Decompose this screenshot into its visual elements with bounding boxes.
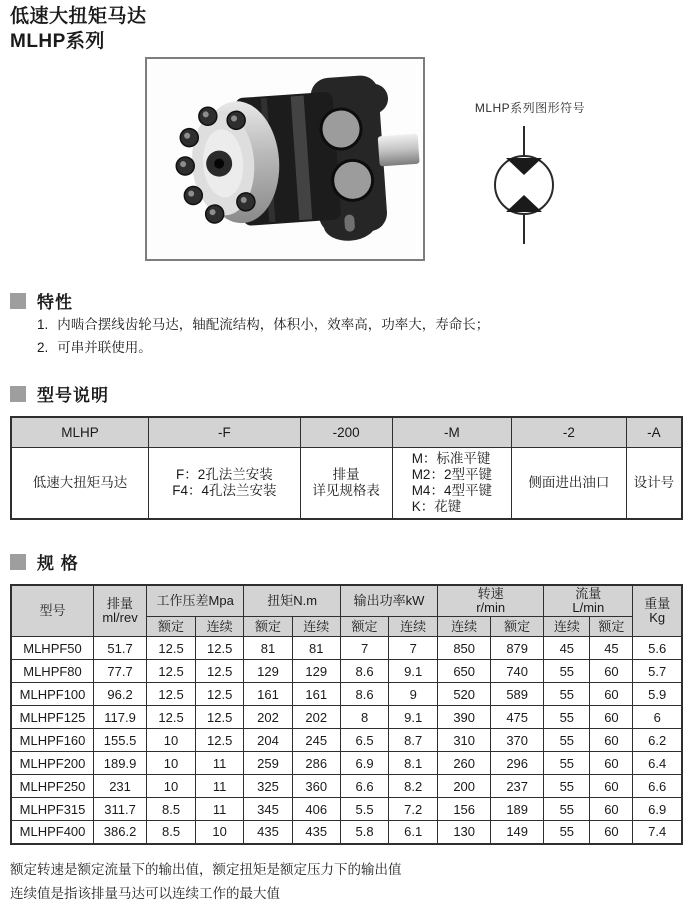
value-cell: 60 [590, 752, 633, 775]
code-description [300, 447, 392, 519]
header-line: L/min [572, 600, 605, 615]
model-name-cell: MLHPF200 [11, 752, 94, 775]
value-cell: 5.8 [340, 821, 388, 844]
list-item [37, 313, 489, 336]
specs-heading-label: 规 格 [37, 554, 79, 573]
desc-line: M4：4型平键 [411, 482, 492, 498]
code-segment: -F [149, 417, 301, 447]
header-line: 流量 [575, 586, 602, 601]
header-line: 排量 [107, 596, 134, 611]
sub-header: 连续 [438, 617, 491, 637]
value-cell: 60 [590, 683, 633, 706]
value-cell: 11 [196, 775, 244, 798]
model-code-desc-row [11, 447, 682, 519]
value-cell: 81 [244, 637, 292, 660]
value-cell: 9 [389, 683, 438, 706]
spec-header-row-1 [11, 585, 682, 617]
model-name-cell: MLHPF250 [11, 775, 94, 798]
value-cell: 879 [491, 637, 544, 660]
value-cell: 96.2 [94, 683, 147, 706]
value-cell: 260 [438, 752, 491, 775]
value-cell: 8 [340, 706, 388, 729]
desc-line: 排量 [332, 466, 360, 482]
column-header-model: 型号 [11, 585, 94, 637]
value-cell: 5.7 [633, 660, 682, 683]
table-row [11, 752, 682, 775]
value-cell: 10 [147, 729, 196, 752]
item-number: 1. [37, 317, 49, 332]
value-cell: 55 [544, 775, 590, 798]
column-header-flow [544, 585, 633, 617]
value-cell: 8.2 [389, 775, 438, 798]
value-cell: 850 [438, 637, 491, 660]
section-square-icon [10, 386, 26, 402]
desc-line: M：标准平键 [411, 450, 491, 466]
column-header-speed [438, 585, 544, 617]
column-header-pressure: 工作压差Mpa [147, 585, 244, 617]
hydraulic-motor-image [147, 59, 423, 259]
table-row [11, 775, 682, 798]
model-code-heading [10, 381, 109, 406]
value-cell: 435 [244, 821, 292, 844]
desc-lines [412, 451, 492, 515]
table-row [11, 660, 682, 683]
value-cell: 55 [544, 706, 590, 729]
value-cell: 296 [491, 752, 544, 775]
header-line: Kg [649, 610, 666, 625]
value-cell: 520 [438, 683, 491, 706]
code-segment: -200 [300, 417, 392, 447]
value-cell: 6.9 [340, 752, 388, 775]
sub-header: 额定 [340, 617, 388, 637]
note-line: 连续值是指该排量马达可以连续工作的最大值 [10, 886, 280, 901]
value-cell: 161 [244, 683, 292, 706]
value-cell: 435 [292, 821, 340, 844]
value-cell: 7 [340, 637, 388, 660]
value-cell: 7.4 [633, 821, 682, 844]
model-name-cell: MLHPF160 [11, 729, 94, 752]
value-cell: 10 [147, 752, 196, 775]
value-cell: 12.5 [147, 660, 196, 683]
value-cell: 149 [491, 821, 544, 844]
code-segment: -A [626, 417, 682, 447]
value-cell: 6 [633, 706, 682, 729]
value-cell: 55 [544, 729, 590, 752]
value-cell: 200 [438, 775, 491, 798]
desc-line: 侧面进出油口 [528, 474, 610, 490]
value-cell: 60 [590, 706, 633, 729]
value-cell: 51.7 [94, 637, 147, 660]
value-cell: 55 [544, 821, 590, 844]
value-cell: 8.6 [340, 660, 388, 683]
list-item [37, 336, 489, 359]
value-cell: 60 [590, 775, 633, 798]
value-cell: 55 [544, 798, 590, 821]
value-cell: 390 [438, 706, 491, 729]
value-cell: 6.6 [340, 775, 388, 798]
value-cell: 6.5 [340, 729, 388, 752]
features-list [37, 313, 489, 359]
column-header-displacement [94, 585, 147, 637]
header-line: ml/rev [102, 610, 138, 625]
sub-header: 连续 [292, 617, 340, 637]
code-description [11, 447, 149, 519]
sub-header: 额定 [244, 617, 292, 637]
header-line: r/min [476, 600, 506, 615]
value-cell: 6.9 [633, 798, 682, 821]
section-square-icon [10, 554, 26, 570]
column-header-torque: 扭矩N.m [244, 585, 341, 617]
value-cell: 155.5 [94, 729, 147, 752]
value-cell: 231 [94, 775, 147, 798]
value-cell: 6.6 [633, 775, 682, 798]
value-cell: 45 [544, 637, 590, 660]
table-row [11, 683, 682, 706]
value-cell: 5.9 [633, 683, 682, 706]
value-cell: 475 [491, 706, 544, 729]
value-cell: 386.2 [94, 821, 147, 844]
value-cell: 189.9 [94, 752, 147, 775]
code-description [149, 447, 301, 519]
page-title [10, 4, 147, 54]
value-cell: 237 [491, 775, 544, 798]
value-cell: 12.5 [196, 683, 244, 706]
table-row [11, 706, 682, 729]
spec-table-body [11, 637, 682, 844]
header-line: 重量 [644, 596, 671, 611]
value-cell: 7.2 [389, 798, 438, 821]
value-cell: 6.2 [633, 729, 682, 752]
desc-line: 详见规格表 [312, 482, 380, 498]
specifications-table [10, 584, 683, 845]
table-row [11, 729, 682, 752]
value-cell: 311.7 [94, 798, 147, 821]
code-description [626, 447, 682, 519]
desc-line: K：花键 [411, 498, 462, 514]
value-cell: 310 [438, 729, 491, 752]
value-cell: 12.5 [147, 683, 196, 706]
value-cell: 740 [491, 660, 544, 683]
value-cell: 55 [544, 660, 590, 683]
value-cell: 12.5 [147, 637, 196, 660]
table-row [11, 798, 682, 821]
table-row [11, 821, 682, 844]
value-cell: 6.1 [389, 821, 438, 844]
value-cell: 60 [590, 660, 633, 683]
sub-header: 连续 [544, 617, 590, 637]
value-cell: 245 [292, 729, 340, 752]
item-text: 可串并联使用。 [57, 340, 152, 355]
value-cell: 161 [292, 683, 340, 706]
value-cell: 360 [292, 775, 340, 798]
specs-heading [10, 549, 79, 574]
model-name-cell: MLHPF50 [11, 637, 94, 660]
value-cell: 8.1 [389, 752, 438, 775]
value-cell: 589 [491, 683, 544, 706]
value-cell: 325 [244, 775, 292, 798]
desc-line: F：2孔法兰安装 [175, 466, 273, 482]
code-description [512, 447, 627, 519]
value-cell: 130 [438, 821, 491, 844]
value-cell: 77.7 [94, 660, 147, 683]
desc-line: F4：4孔法兰安装 [172, 482, 277, 498]
code-segment: -2 [512, 417, 627, 447]
value-cell: 60 [590, 798, 633, 821]
desc-line: M2：2型平键 [411, 466, 492, 482]
desc-line: 低速大扭矩马达 [32, 474, 128, 490]
code-description [392, 447, 511, 519]
value-cell: 5.6 [633, 637, 682, 660]
spec-table-head [11, 585, 682, 637]
item-text: 内啮合摆线齿轮马达，轴配流结构，体积小，效率高，功率大，寿命长； [57, 317, 490, 332]
value-cell: 6.4 [633, 752, 682, 775]
value-cell: 12.5 [196, 729, 244, 752]
note-line: 额定转速是额定流量下的输出值，额定扭矩是额定压力下的输出值 [10, 862, 402, 877]
motor-schematic-symbol [494, 126, 554, 244]
sub-header: 额定 [590, 617, 633, 637]
model-name-cell: MLHPF80 [11, 660, 94, 683]
symbol-label: MLHP系列图形符号 [474, 101, 586, 115]
value-cell: 202 [292, 706, 340, 729]
value-cell: 156 [438, 798, 491, 821]
sub-header: 额定 [491, 617, 544, 637]
value-cell: 11 [196, 752, 244, 775]
features-heading-label: 特性 [37, 293, 73, 312]
value-cell: 204 [244, 729, 292, 752]
sub-header: 额定 [147, 617, 196, 637]
model-code-table [10, 416, 683, 520]
value-cell: 12.5 [147, 706, 196, 729]
header-line: 转速 [477, 586, 504, 601]
model-code-heading-label: 型号说明 [37, 386, 109, 405]
value-cell: 45 [590, 637, 633, 660]
value-cell: 129 [292, 660, 340, 683]
value-cell: 81 [292, 637, 340, 660]
model-name-cell: MLHPF400 [11, 821, 94, 844]
value-cell: 60 [590, 821, 633, 844]
value-cell: 11 [196, 798, 244, 821]
value-cell: 8.7 [389, 729, 438, 752]
value-cell: 129 [244, 660, 292, 683]
value-cell: 8.5 [147, 821, 196, 844]
value-cell: 7 [389, 637, 438, 660]
value-cell: 117.9 [94, 706, 147, 729]
value-cell: 259 [244, 752, 292, 775]
value-cell: 370 [491, 729, 544, 752]
value-cell: 55 [544, 752, 590, 775]
section-square-icon [10, 293, 26, 309]
model-name-cell: MLHPF125 [11, 706, 94, 729]
model-name-cell: MLHPF100 [11, 683, 94, 706]
value-cell: 345 [244, 798, 292, 821]
code-segment: -M [392, 417, 511, 447]
model-name-cell: MLHPF315 [11, 798, 94, 821]
item-number: 2. [37, 340, 49, 355]
value-cell: 12.5 [196, 706, 244, 729]
product-photo [145, 57, 425, 261]
value-cell: 202 [244, 706, 292, 729]
model-code-header-row [11, 417, 682, 447]
sub-header: 连续 [389, 617, 438, 637]
value-cell: 8.5 [147, 798, 196, 821]
value-cell: 9.1 [389, 706, 438, 729]
column-header-power: 输出功率kW [340, 585, 437, 617]
value-cell: 286 [292, 752, 340, 775]
column-header-weight [633, 585, 682, 637]
sub-header: 连续 [196, 617, 244, 637]
title-line-1: 低速大扭矩马达 [10, 6, 147, 27]
title-line-2: MLHP系列 [10, 31, 105, 52]
value-cell: 9.1 [389, 660, 438, 683]
desc-line: 设计号 [633, 474, 675, 490]
table-row [11, 637, 682, 660]
value-cell: 10 [147, 775, 196, 798]
footnotes [10, 858, 402, 906]
value-cell: 5.5 [340, 798, 388, 821]
value-cell: 10 [196, 821, 244, 844]
value-cell: 55 [544, 683, 590, 706]
code-segment: MLHP [11, 417, 149, 447]
value-cell: 650 [438, 660, 491, 683]
value-cell: 8.6 [340, 683, 388, 706]
value-cell: 60 [590, 729, 633, 752]
features-heading [10, 288, 73, 313]
value-cell: 12.5 [196, 637, 244, 660]
value-cell: 406 [292, 798, 340, 821]
value-cell: 189 [491, 798, 544, 821]
value-cell: 12.5 [196, 660, 244, 683]
